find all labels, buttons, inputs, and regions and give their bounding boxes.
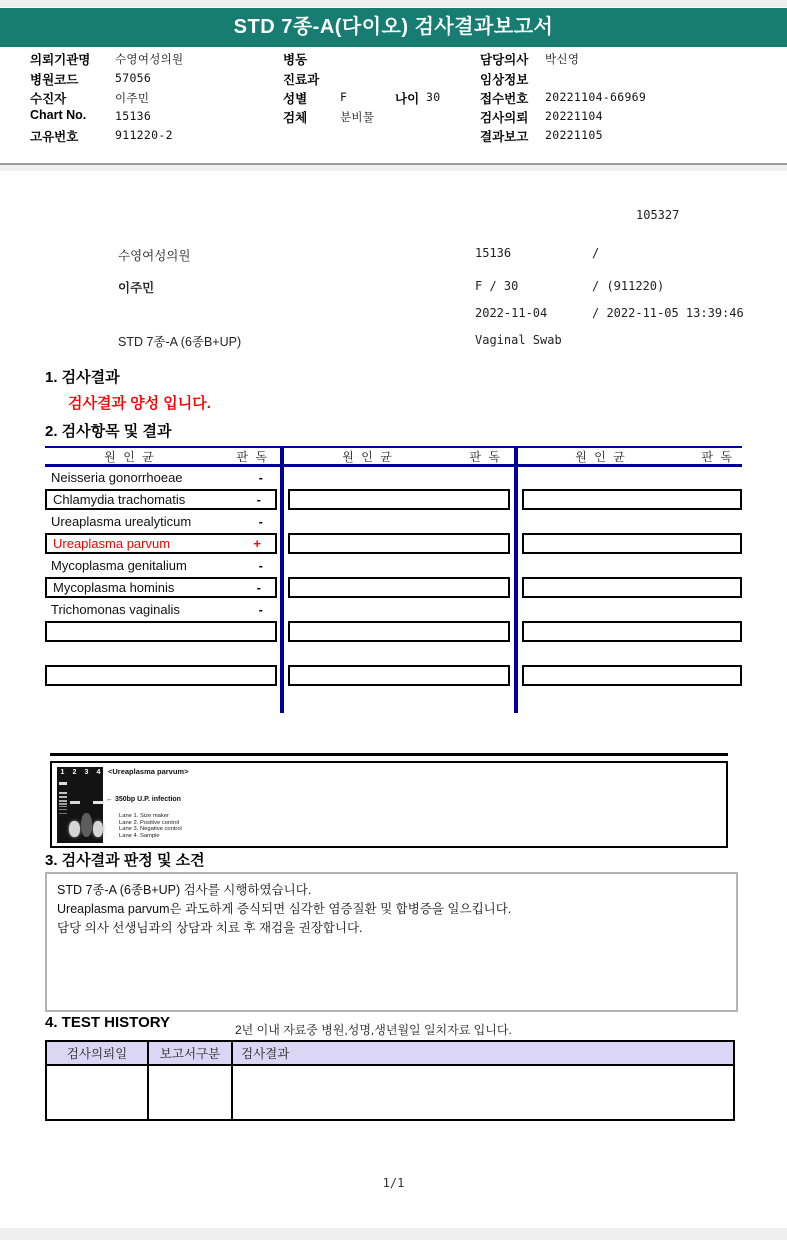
- gel-legend-line: Lane 3. Negative control: [119, 826, 182, 833]
- test-history-table: [45, 1040, 735, 1121]
- table-row-empty: [522, 621, 742, 642]
- field-label-department: 진료과: [283, 73, 320, 87]
- top-strip: [0, 0, 787, 7]
- sample-band: [93, 801, 103, 804]
- lane-number: 1: [60, 769, 65, 776]
- ladder-band: [59, 782, 67, 785]
- field-value-receipt-no: 20221104-66969: [545, 90, 647, 104]
- summary-request-date: 2022-11-04: [475, 306, 548, 320]
- table-row: [45, 511, 277, 532]
- field-label-age: 나이: [395, 92, 420, 106]
- field-label-receipt-no: 접수번호: [480, 92, 529, 106]
- gel-separator-line: [50, 753, 728, 756]
- summary-chart-no: 15136: [475, 246, 512, 260]
- organism-result: +: [253, 536, 261, 551]
- page-number: 1/1: [382, 1176, 405, 1190]
- ladder-band: [59, 803, 67, 805]
- table-row-empty: [522, 533, 742, 554]
- table-row-empty: [288, 665, 510, 686]
- result-header: 판 독: [701, 450, 734, 464]
- field-label-ward: 병동: [283, 53, 308, 67]
- summary-birth: / (911220): [592, 279, 665, 293]
- organism-result: -: [258, 514, 263, 529]
- history-cell-empty: [149, 1066, 233, 1119]
- table-row-empty: [522, 577, 742, 598]
- summary-sex-age: F / 30: [475, 279, 519, 293]
- organism-result: -: [258, 470, 263, 485]
- report-title: STD 7종-A(다이오) 검사결과보고서: [233, 16, 554, 38]
- doc-number: 105327: [636, 208, 680, 222]
- group1-header: [45, 448, 277, 464]
- gel-caption: <Ureaplasma parvum>: [108, 767, 189, 776]
- ladder-band: [59, 813, 67, 814]
- history-body-row: [47, 1066, 733, 1119]
- field-label-sex: 성별: [283, 92, 308, 106]
- field-label-doctor: 담당의사: [480, 53, 529, 67]
- organism-result: -: [258, 558, 263, 573]
- result-table: [45, 446, 742, 713]
- organism-name: Chlamydia trachomatis: [53, 492, 186, 507]
- gel-band-label: ← 350bp U.P. infection: [106, 796, 181, 803]
- organism-name: Neisseria gonorrhoeae: [51, 470, 183, 485]
- table-divider-1: [280, 446, 284, 713]
- gel-legend-line: Lane 1. Size maker: [119, 813, 169, 819]
- table-row-empty: [288, 533, 510, 554]
- history-header-row: [47, 1042, 733, 1066]
- gel-electrophoresis-image: [57, 767, 103, 843]
- summary-clinic: 수영여성의원: [118, 249, 191, 263]
- history-col-result: 검사결과: [241, 1047, 290, 1061]
- field-label-hospital-code: 병원코드: [30, 73, 79, 87]
- summary-report-datetime: / 2022-11-05 13:39:46: [592, 306, 744, 320]
- report-title-bar: [0, 8, 787, 47]
- opinion-line: Ureaplasma parvum은 과도하게 증식되면 심각한 염증질환 및 합병증을 일으킵니다.: [57, 902, 512, 916]
- history-col-report-type: 보고서구분: [149, 1042, 233, 1064]
- field-value-unique-no: 911220-2: [115, 128, 173, 142]
- lane-number: 2: [72, 769, 77, 776]
- history-cell-empty: [233, 1066, 733, 1119]
- table-row: [45, 467, 277, 488]
- section4-title: 4. TEST HISTORY: [45, 1014, 171, 1031]
- field-label-unique-no: 고유번호: [30, 130, 79, 144]
- gel-panel: [50, 761, 728, 848]
- organism-name: Mycoplasma hominis: [53, 580, 175, 595]
- table-divider-2: [514, 446, 518, 713]
- field-value-specimen: 분비물: [340, 110, 375, 124]
- summary-patient: 이주민: [118, 281, 155, 295]
- field-label-patient: 수진자: [30, 92, 67, 106]
- positive-control-band: [70, 801, 80, 804]
- field-label-clinic: 의뢰기관명: [30, 53, 91, 67]
- organism-header: 원 인 균: [342, 450, 394, 464]
- summary-specimen: Vaginal Swab: [475, 333, 562, 347]
- ladder-band: [59, 806, 67, 807]
- table-row: [45, 489, 277, 510]
- table-row-empty: [45, 665, 277, 686]
- table-row-empty: [522, 665, 742, 686]
- header-gap-strip: [0, 165, 787, 171]
- opinion-line: 담당 의사 선생님과의 상담과 치료 후 재검을 권장합니다.: [57, 921, 363, 935]
- gel-legend-line: Lane 2. Positive control: [119, 819, 180, 826]
- group3-header: [522, 448, 742, 464]
- field-label-chart-no: Chart No.: [30, 108, 87, 122]
- organism-result: -: [256, 492, 261, 507]
- organism-result: -: [256, 580, 261, 595]
- organism-result: -: [258, 602, 263, 617]
- table-row-positive: [45, 533, 277, 554]
- table-row-empty: [45, 621, 277, 642]
- gel-legend-line: Lane 4. Sample: [119, 832, 160, 839]
- table-row: [45, 555, 277, 576]
- lane-number: 4: [96, 769, 101, 776]
- organism-name: Mycoplasma genitalium: [51, 558, 187, 573]
- header-divider: [0, 163, 787, 165]
- field-value-patient: 이주민: [115, 91, 150, 105]
- result-header: 판 독: [236, 450, 269, 464]
- bottom-strip: [0, 1228, 787, 1240]
- table-row-empty: [288, 489, 510, 510]
- section2-title: 2. 검사항목 및 결과: [45, 423, 172, 440]
- field-value-age: 30: [426, 90, 441, 104]
- table-row-empty: [288, 577, 510, 598]
- table-row-empty: [288, 621, 510, 642]
- field-value-sex: F: [340, 90, 348, 104]
- field-value-chart-no: 15136: [115, 109, 152, 123]
- primer-blob: [93, 821, 103, 837]
- section1-title: 1. 검사결과: [45, 369, 120, 386]
- organism-header: 원 인 균: [104, 450, 156, 464]
- field-value-clinic: 수영여성의원: [115, 52, 184, 66]
- ladder-band: [59, 792, 67, 794]
- table-row-empty: [522, 489, 742, 510]
- table-row: [45, 577, 277, 598]
- field-label-report-date: 결과보고: [480, 130, 529, 144]
- opinion-box: [45, 872, 738, 1012]
- field-value-request-date: 20221104: [545, 109, 603, 123]
- gel-legend: [119, 813, 182, 839]
- primer-blob: [69, 821, 80, 837]
- organism-name: Ureaplasma parvum: [53, 536, 171, 551]
- field-value-hospital-code: 57056: [115, 71, 152, 85]
- organism-name: Ureaplasma urealyticum: [51, 514, 192, 529]
- primer-blob: [81, 813, 92, 837]
- field-value-report-date: 20221105: [545, 128, 603, 142]
- history-col-request-date: 검사의뢰일: [47, 1042, 149, 1064]
- ladder-band: [59, 800, 67, 802]
- group2-header: [288, 448, 510, 464]
- organism-name: Trichomonas vaginalis: [51, 602, 180, 617]
- history-cell-empty: [47, 1066, 149, 1119]
- field-label-specimen: 검체: [283, 111, 308, 125]
- section3-title: 3. 검사결과 판정 및 소견: [45, 852, 205, 869]
- field-label-clinical-info: 임상정보: [480, 73, 529, 87]
- opinion-line: STD 7종-A (6종B+UP) 검사를 시행하였습니다.: [57, 883, 312, 897]
- field-label-request-date: 검사의뢰: [480, 111, 529, 125]
- summary-test-name: STD 7종-A (6종B+UP): [118, 335, 242, 349]
- lane-number: 3: [84, 769, 89, 776]
- ladder-band: [59, 796, 67, 798]
- history-note: 2년 이내 자료중 병원,성명,생년월일 일치자료 입니다.: [235, 1023, 512, 1037]
- section1-result: 검사결과 양성 입니다.: [68, 395, 211, 412]
- table-row: [45, 599, 277, 620]
- field-value-doctor: 박신영: [545, 52, 580, 66]
- organism-header: 원 인 균: [575, 450, 627, 464]
- result-header: 판 독: [469, 450, 502, 464]
- ladder-band: [59, 809, 67, 810]
- summary-slash: /: [592, 246, 600, 260]
